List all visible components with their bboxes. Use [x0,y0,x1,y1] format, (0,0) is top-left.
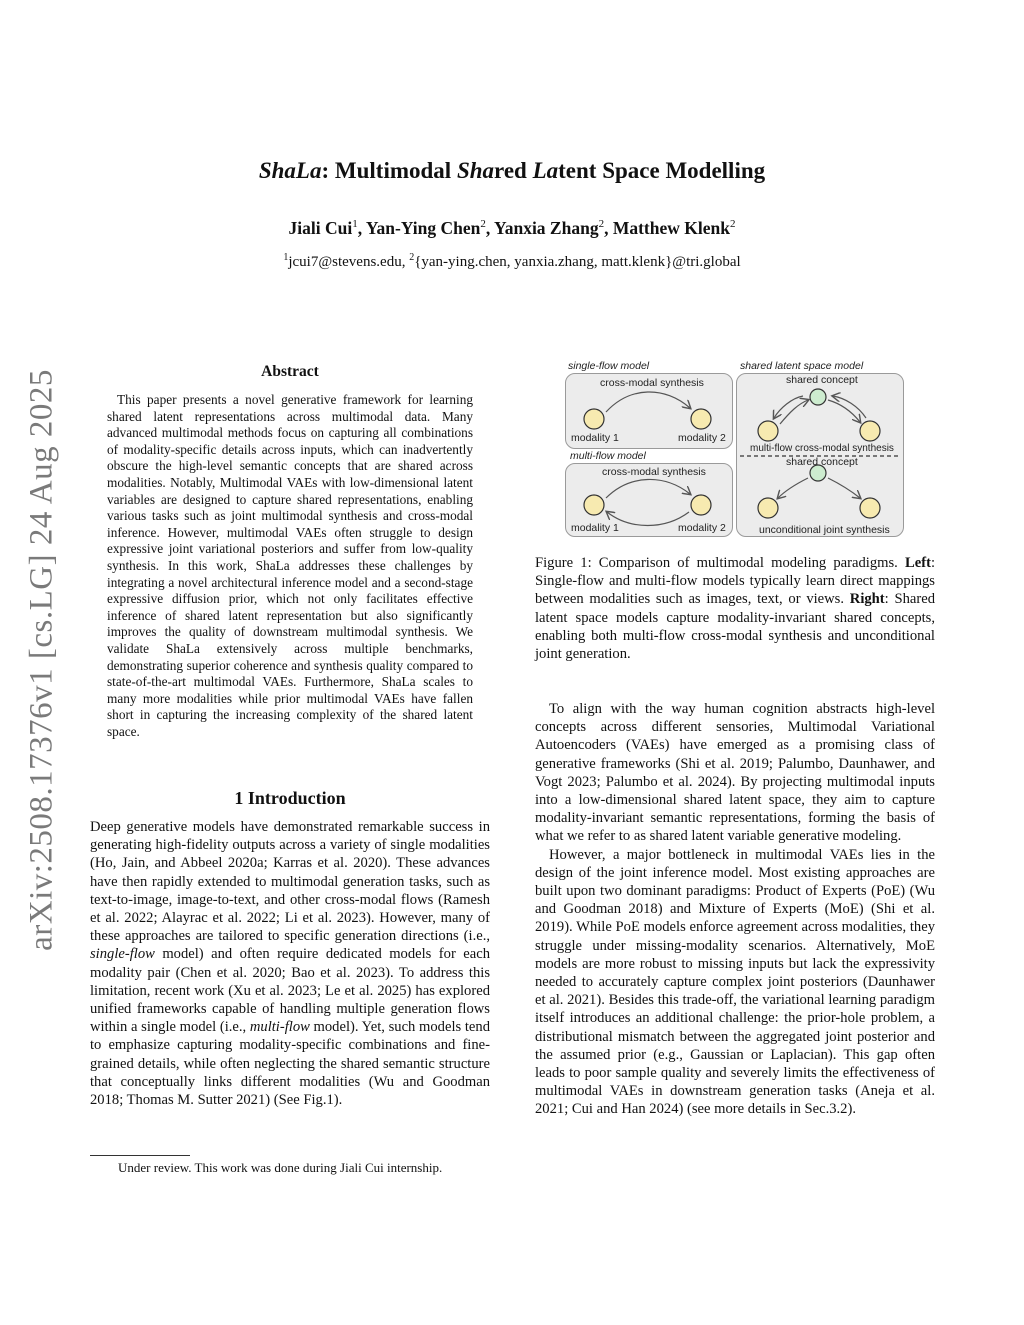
author-name: Jiali Cui [288,218,353,238]
title-part-sha: Sha [456,158,495,183]
author-name: Yanxia Zhang [494,218,599,238]
multi-flow-label: multi-flow model [570,450,646,462]
modality-node [691,409,711,429]
intro-text: model). Yet, such models tend to emphasize capturing modality-specific combinations and fine-grained details, while often neglecting the shared semantic structure that conceptually links different modalities (Wu and Goodman 2018; Thomas M. Sutter 2021) (See Fig.1). [90,1019,490,1109]
caption-emph: Left [905,555,931,571]
modality-label: modality 1 [571,522,619,534]
title-part-shala: ShaLa [258,158,322,183]
synthesis-arrow [606,392,690,412]
caption-text: : Single-flow and multi-flow models typically learn direct mappings between modalities such as images, text, or views. [535,555,935,608]
generation-arrow [778,478,808,498]
modality-label: modality 1 [571,432,619,444]
title-part: tent Space Modelling [558,158,766,183]
inference-arrow [828,400,860,422]
body-paragraph: To align with the way human cognition abstracts high-level concepts across different sensories, Multimodal Variational Autoencoders (VAEs) have emerged as a promising class of generative frameworks (Shi et al. 2019; Palumbo, Daunhawer, and Vogt 2023; Palumbo et al. 2024). By projecting multimodal inputs into a low-dimensional shared latent space, they aim to capture modality-invariant semantic representations, forming the basis of what we refer to as shared latent variable generative modeling. [535,701,935,845]
arxiv-identifier: arXiv:2508.17376v1 [cs.LG] 24 Aug 2025 [23,369,60,951]
modality-label: modality 2 [678,432,726,444]
modality-node [584,495,604,515]
shared-latent-label: shared latent space model [740,360,864,372]
abstract-heading: Abstract [261,363,319,380]
email-affiliation: 1 [283,252,289,263]
unconditional-label: unconditional joint synthesis [759,524,890,536]
caption-emph: Right [849,591,885,608]
concept-node [810,389,826,405]
synthesis-arrow [606,479,690,498]
caption-text: Figure 1: Comparison of multimodal modeling paradigms. [535,555,905,571]
multi-flow-cross-label: multi-flow cross-modal synthesis [750,443,894,454]
body-paragraph: However, a major bottleneck in multimodal VAEs lies in the design of the joint inference model. Most existing approaches are built upon two dominant paradigms: Product of Experts (PoE) (Wu and Goodman 2018) and Mixture of Experts (MoE) (Shi et al. 2019). While PoE models enforce agreement across modalities, they struggle under missing-modality scenarios. Alternatively, MoE models are more robust to missing inputs but lack the expressivity needed to accurately capture complex joint posteriors (Daunhawer et al. 2021). Besides this trade-off, the variational learning paradigm itself introduces an additional challenge: the prior-hole problem, a distributional mismatch between the aggregated joint posterior and the assumed prior (e.g., Gaussian or Laplacian). This gap often leads to poor sample quality and severely limits the effectiveness of multimodal VAEs in downstream generation tasks (Aneja et al. 2021; Cui and Han 2024) (see more details in Sec.3.2). [535,846,935,1118]
modality-node [860,498,880,518]
modality-label: modality 2 [678,522,726,534]
author-affiliation: 2 [598,218,605,231]
caption-text: : Shared latent space models capture modality-invariant shared concepts, enabling both multi-flow cross-modal synthesis and unconditional joint generation. [535,591,935,663]
email-affiliation: 2 [409,252,415,263]
modality-node [860,421,880,441]
author-affiliation: 1 [352,218,358,231]
section-heading-introduction: 1 Introduction [234,788,346,808]
figure-caption [535,554,935,663]
generation-arrow [828,478,860,498]
right-column-body [535,700,935,1119]
title-part: red [494,158,533,183]
inference-arrow [780,400,808,424]
shared-concept-label: shared concept [786,456,858,468]
author-affiliation: 2 [729,218,736,231]
author-affiliation: 2 [480,218,486,231]
footnote: Under review. This work was done during Jiali Cui internship. [118,1160,443,1175]
synthesis-arrow [607,512,689,526]
intro-emph: multi-flow [249,1019,310,1036]
email-text: {yan-ying.chen, yanxia.zhang, matt.klenk}@tri.global [414,254,741,270]
modality-node [691,495,711,515]
author-list: Jiali Cui$^1$, Yan-Ying Chen$^2$, Yanxia Zhang$^2$, Matthew Klenk$^2$ [288,218,736,238]
intro-text: model) and often require dedicated models for each modality pair (Chen et al. 2020; Bao et al. 2023). To address this limitation, recent work (Xu et al. 2023; Le et al. 2025) has explored unified frameworks capable of handling multiple generation flows within a single model (i.e., [90,946,490,1036]
intro-text: Deep generative models have demonstrated remarkable success in generating high-fidelity outputs across a variety of single modalities (Ho, Jain, and Abbeel 2020a; Karras et al. 2020). These advances have then rapidly extended to multimodal generation tasks, such as text-to-image, image-to-text, and other cross-modal flows (Ramesh et al. 2022; Alayrac et al. 2022; Li et al. 2023). However, many of these approaches are tailored to specific generation directions (i.e., [90,819,490,945]
email-text: jcui7@stevens.edu, [288,254,410,270]
title-part: : Multimodal [321,158,457,183]
shared-concept-label: shared concept [786,374,858,386]
modality-node [758,498,778,518]
inference-arrow [833,396,866,418]
modality-node [758,421,778,441]
modality-node [584,409,604,429]
single-flow-label: single-flow model [568,360,650,372]
author-name: Yan-Ying Chen [365,218,481,238]
cross-modal-label: cross-modal synthesis [602,466,706,478]
author-name: Matthew Klenk [612,218,730,238]
intro-emph: single-flow [90,946,155,963]
title-part-la: La [532,158,559,183]
abstract-body: This paper presents a novel generative framework for learning shared latent representations across multimodal data. Many advanced multimodal methods focus on capturing all combinations of modality-specific details across inputs, which can inadvertently obscure the high-level semantic concepts that are shared across modalities. Notably, Multimodal VAEs with low-dimensional latent variables are designed to capture shared representations, enabling various tasks such as joint multimodal synthesis and cross-modal inference. However, multimodal VAEs often struggle to design expressive joint variational posteriors and suffer from low-quality synthesis. In this work, ShaLa addresses these challenges by integrating a novel architectural inference model and a second-stage expressive diffusion prior, which not only facilitates effective inference of shared latent representation but also significantly improves the quality of downstream multimodal synthesis. We validate ShaLa extensively across multiple benchmarks, demonstrating superior coherence and synthesis quality compared to state-of-the-art multimodal VAEs. Furthermore, ShaLa scales to many more modalities while prior multimodal VAEs have fallen short in capturing the increasing complexity of the shared latent space. [107,392,473,739]
cross-modal-label: cross-modal synthesis [600,377,704,389]
